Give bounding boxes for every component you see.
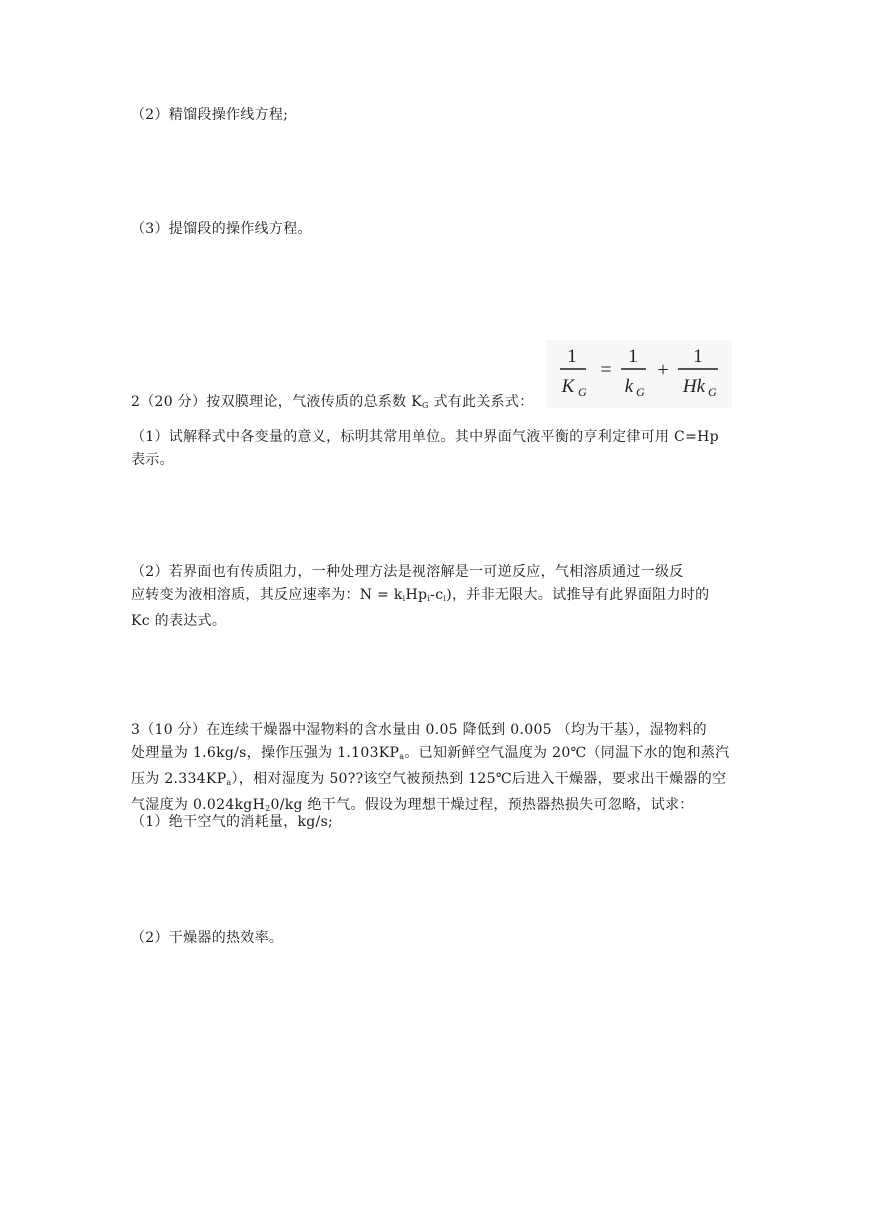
- q3-part1: （1）绝干空气的消耗量，kg/s;: [131, 814, 334, 830]
- lhs-numerator: 1: [567, 346, 577, 367]
- term1-numerator: 1: [628, 346, 638, 367]
- q1-part2: （2）精馏段操作线方程;: [131, 107, 289, 123]
- equals-sign: =: [600, 359, 612, 381]
- q2-part2-line2: 应转变为液相溶质，其反应速率为：$N = k_iHp_i-c_i$)，并非无限大。试推导有此界面阻力时的: [131, 587, 710, 603]
- overall-coefficient-equation: [546, 340, 732, 408]
- q2-part2-line1: （2）若界面也有传质阻力，一种处理方法是视溶解是一可逆反应，气相溶质通过一级反: [131, 564, 684, 580]
- q2-intro-tail: 式有此关系式：: [428, 394, 534, 410]
- term1-denominator-sub: G: [636, 385, 645, 399]
- q3-part2: （2）干燥器的热效率。: [131, 930, 284, 946]
- q3-line2: 处理量为 1.6kg/s，操作压强为 $1.103KP_a$。已知新鲜空气温度为 20℃（同温下水的饱和蒸汽: [131, 745, 730, 761]
- term2-denominator-sub: G: [708, 385, 717, 399]
- q3-line4: 气湿度为 0.024kgH$_2$0/kg 绝干气。假设为理想干燥过程，预热器热损失可忽略，试求：: [131, 797, 694, 813]
- q3-statement: [131, 719, 751, 820]
- q2-intro-text: 2（20 分）按双膜理论，气液传质的总系数 K: [131, 394, 422, 410]
- q2-intro-subscript: G: [421, 401, 429, 410]
- q3-line3: 压为 $2.334KP_a$），相对湿度为 50??该空气被预热到 125℃后进入干燥器，要求出干燥器的空: [131, 771, 727, 787]
- q2-part1: [131, 426, 751, 472]
- term1-denominator: k: [624, 376, 634, 397]
- q2-part2: [131, 561, 751, 633]
- q1-part3: （3）提馏段的操作线方程。: [131, 221, 312, 237]
- q2-part1-line2: 表示。: [131, 452, 174, 468]
- term2-numerator: 1: [693, 346, 703, 367]
- q2-part2-line3: Kc 的表达式。: [131, 613, 227, 629]
- plus-sign: +: [657, 359, 669, 381]
- term2-denominator: Hk: [682, 376, 706, 397]
- lhs-denominator: K: [561, 376, 575, 397]
- q2-intro: [131, 392, 534, 416]
- lhs-denominator-sub: G: [578, 385, 587, 399]
- q3-line1: 3（10 分）在连续干燥器中湿物料的含水量由 0.05 降低到 0.005 （均为干基），湿物料的: [131, 722, 707, 738]
- q2-part1-line1: （1）试解释式中各变量的意义，标明其常用单位。其中界面气液平衡的亨利定律可用 C=Hp: [131, 429, 719, 445]
- equation-image: [546, 340, 732, 408]
